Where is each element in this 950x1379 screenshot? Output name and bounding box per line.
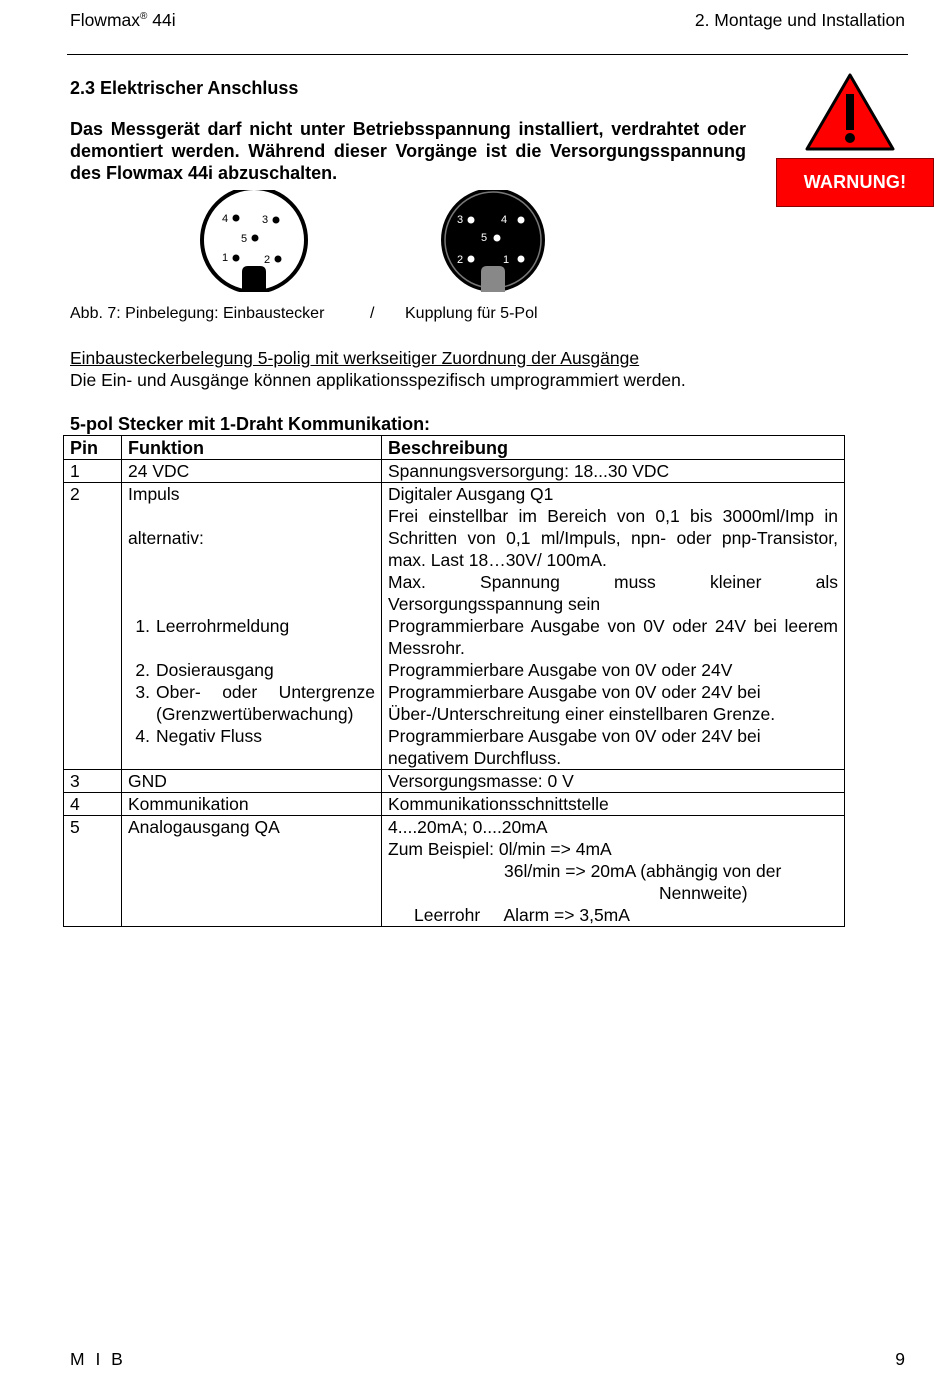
function-primary: Impuls — [128, 484, 180, 504]
pin-number: 3 — [64, 770, 122, 793]
coupling-pin-label: 2 — [457, 254, 464, 266]
warning-badge: WARNUNG! — [776, 158, 934, 207]
desc-line: Zum Beispiel: 0l/min => 4mA — [388, 839, 612, 859]
pin-function: 24 VDC — [122, 460, 382, 483]
table-row — [64, 483, 845, 770]
pin-description: Spannungsversorgung: 18...30 VDC — [382, 460, 845, 483]
pin-description: Kommunikationsschnittstelle — [382, 793, 845, 816]
coupling-pin-label: 3 — [457, 214, 464, 226]
pin-number: 2 — [64, 483, 122, 770]
option-desc: Programmierbare Ausgabe von 0V oder 24V — [388, 660, 733, 680]
plug-pin-label: 3 — [262, 214, 269, 226]
assignment-subtitle: Einbausteckerbelegung 5-polig mit werkseitiger Zuordnung der Ausgänge — [70, 348, 640, 368]
pin-function: Analogausgang QA — [122, 816, 382, 927]
option-item: 3. Ober- oder Untergrenze (Grenzwertüberwachung) — [135, 682, 375, 724]
table-header-row — [64, 436, 845, 460]
header-description: Beschreibung — [382, 436, 845, 460]
pin-assignment-table — [63, 435, 845, 927]
coupling-pin-label: 1 — [503, 254, 510, 266]
plug-pin-label: 4 — [222, 213, 229, 225]
warning-text: Das Messgerät darf nicht unter Betriebsspannung installiert, verdrahtet oder demontiert werden. Während dieser Vorgänge ist die Versorgungsspannung des Flowmax 44i abzuschalten. — [70, 119, 746, 183]
footer-company: M I B — [70, 1349, 126, 1369]
coupling-pin-label: 5 — [481, 232, 488, 244]
pin-function: Kommunikation — [122, 793, 382, 816]
pin-function — [122, 483, 382, 770]
caption-separator: / — [370, 305, 375, 322]
pin-description — [382, 816, 845, 927]
desc-line: Nennweite) — [659, 883, 748, 903]
header-divider — [67, 54, 908, 55]
desc-main: Digitaler Ausgang Q1 — [388, 484, 554, 504]
page-number: 9 — [895, 1349, 905, 1369]
pin-number: 5 — [64, 816, 122, 927]
pin-number: 1 — [64, 460, 122, 483]
header-product: Flowmax® 44i — [70, 10, 176, 30]
table-row — [64, 770, 845, 793]
section-title: 2.3 Elektrischer Anschluss — [70, 78, 299, 98]
desc-detail: Frei einstellbar im Bereich von 0,1 bis 3000ml/Imp in Schritten von 0,1 ml/Impuls, npn- oder pnp-Transistor, max. Last 18…30V/ 100mA. — [388, 506, 838, 570]
plug-pinout-diagram — [198, 190, 310, 292]
pin-description: Versorgungsmasse: 0 V — [382, 770, 845, 793]
header-chapter: 2. Montage und Installation — [694, 10, 905, 30]
pin-description — [382, 483, 845, 770]
warning-triangle-icon — [804, 72, 896, 152]
function-alternative-label: alternativ: — [128, 528, 204, 548]
desc-max-cont: Versorgungsspannung sein — [388, 594, 601, 614]
desc-line: Leerrohr Alarm => 3,5mA — [414, 905, 630, 925]
reprogram-note: Die Ein- und Ausgänge können applikationsspezifisch umprogrammiert werden. — [70, 370, 686, 390]
table-title: 5-pol Stecker mit 1-Draht Kommunikation: — [70, 414, 431, 434]
desc-line: 36l/min => 20mA (abhängig von der — [504, 861, 782, 881]
table-row — [64, 816, 845, 927]
option-desc: Programmierbare Ausgabe von 0V oder 24V bei leerem Messrohr. — [388, 616, 838, 658]
plug-pin-label: 5 — [241, 233, 248, 245]
table-row — [64, 793, 845, 816]
plug-pin-label: 1 — [222, 252, 229, 264]
caption-right: Kupplung für 5-Pol — [405, 305, 538, 322]
header-function: Funktion — [122, 436, 382, 460]
option-item: 4. Negativ Fluss — [135, 726, 263, 746]
desc-max: Max. Spannung muss kleiner als — [388, 572, 838, 592]
coupling-pin-label: 4 — [501, 214, 508, 226]
option-item: 2. Dosierausgang — [135, 660, 274, 680]
option-desc: Programmierbare Ausgabe von 0V oder 24V bei Über-/Unterschreitung einer einstellbaren Grenze. — [388, 682, 776, 724]
pin-number: 4 — [64, 793, 122, 816]
pin-function: GND — [122, 770, 382, 793]
table-row — [64, 460, 845, 483]
caption-left: Abb. 7: Pinbelegung: Einbaustecker — [70, 305, 325, 322]
header-pin: Pin — [64, 436, 122, 460]
desc-line: 4....20mA; 0....20mA — [388, 817, 548, 837]
option-item: 1. Leerrohrmeldung — [135, 616, 290, 636]
coupling-pinout-diagram — [437, 190, 549, 292]
plug-pin-label: 2 — [264, 254, 271, 266]
figure-caption — [70, 305, 538, 323]
option-desc: Programmierbare Ausgabe von 0V oder 24V bei negativem Durchfluss. — [388, 726, 761, 768]
